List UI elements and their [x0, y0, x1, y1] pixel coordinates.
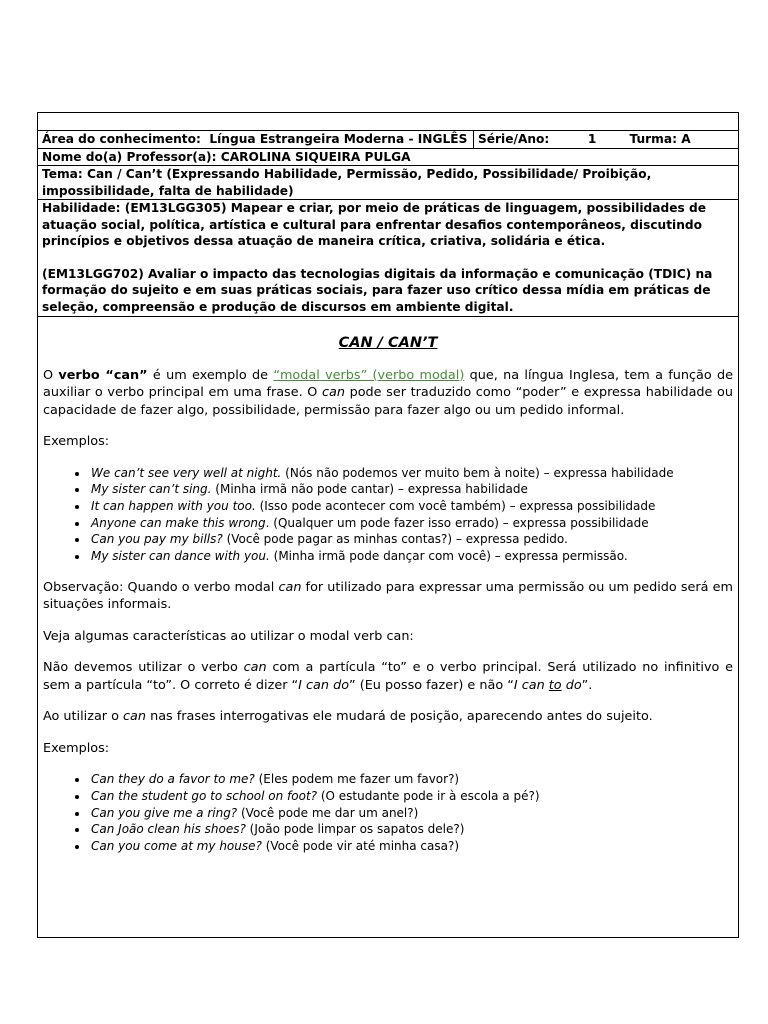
- example-translation: (Minha irmã não pode cantar) – expressa habilidade: [211, 482, 528, 497]
- example-item: [89, 465, 733, 482]
- example-item: [89, 515, 733, 532]
- example-english: Can you give me a ring?: [91, 805, 238, 820]
- lesson-title: CAN / CAN’T: [338, 335, 438, 351]
- example-item: [89, 771, 733, 788]
- tema-cell: [38, 166, 739, 200]
- example-item: [89, 498, 733, 515]
- habilidade-label: Habilidade:: [42, 201, 121, 215]
- area-value: Língua Estrangeira Moderna - INGLÊS: [209, 132, 468, 146]
- example-translation: (Minha irmã pode dançar com você) – expressa permissão.: [269, 549, 628, 564]
- examples-list-1: [43, 465, 733, 565]
- example-translation: (Você pode pagar as minhas contas?) – expressa pedido.: [222, 532, 568, 547]
- content-row: [38, 317, 739, 938]
- example-english: My sister can dance with you.: [91, 549, 270, 564]
- intro-verbo: verbo “can”: [58, 367, 148, 383]
- example-english: Can the student go to school on foot?: [91, 788, 318, 803]
- lesson-sheet-table: [37, 112, 739, 938]
- example-translation: (Eles podem me fazer um favor?): [254, 772, 460, 787]
- example-english: Can you come at my house?: [91, 839, 262, 854]
- example-english: Can João clean his shoes?: [91, 822, 246, 837]
- exemplos-label-2: Exemplos:: [43, 740, 110, 756]
- serie-label: Série/Ano:: [478, 132, 550, 146]
- ao-utilizar-paragraph: Ao utilizar o can nas frases interrogativas ele mudará de posição, aparecendo antes do sujeito.: [43, 709, 653, 725]
- tema-row: [38, 166, 739, 200]
- habilidade-row: [38, 200, 739, 317]
- example-item: [89, 805, 733, 822]
- turma-label: Turma: A: [629, 132, 691, 146]
- example-item: [89, 788, 733, 805]
- example-translation: (João pode limpar os sapatos dele?): [245, 822, 465, 837]
- intro-paragraph: O verbo “can” é um exemplo de “modal verbs” (verbo modal) que, na língua Inglesa, tem a função de auxiliar o verbo principal em uma frase. O can pode ser traduzido como “poder” e expressa habilidade ou capacidade de fazer algo, possibilidade, permissão para fazer algo ou um pedido informal.: [43, 367, 733, 418]
- professor-cell: [38, 148, 739, 166]
- serie-value: 1: [587, 132, 597, 146]
- area-row: [38, 131, 739, 149]
- example-translation: (Nós não podemos ver muito bem à noite) – expressa habilidade: [281, 465, 674, 480]
- professor-value: CAROLINA SIQUEIRA PULGA: [220, 149, 411, 164]
- tema-value: Can / Can’t (Expressando Habilidade, Permissão, Pedido, Possibilidade/ Proibição, impossibilidade, falta de habilidade): [42, 167, 652, 198]
- professor-label: Nome do(a) Professor(a):: [42, 149, 217, 164]
- example-translation: (Você pode vir até minha casa?): [261, 839, 460, 854]
- example-translation: (Você pode me dar um anel?): [237, 805, 419, 820]
- example-item: [89, 838, 733, 855]
- habilidade-1: [42, 200, 734, 250]
- observacao-paragraph: Observação: Quando o verbo modal can for utilizado para expressar uma permissão ou um pedido será em situações informais.: [43, 579, 733, 613]
- example-english: It can happen with you too.: [91, 498, 256, 513]
- example-english: Can you pay my bills?: [91, 532, 223, 547]
- area-cell: [38, 131, 474, 149]
- example-item: [89, 531, 733, 548]
- veja-paragraph: Veja algumas características ao utilizar o modal verb can:: [43, 628, 414, 644]
- example-english: My sister can’t sing.: [91, 482, 212, 497]
- area-label: Área do conhecimento:: [42, 132, 201, 146]
- tema-label: Tema:: [42, 167, 83, 181]
- habilidade-1-text: (EM13LGG305) Mapear e criar, por meio de práticas de linguagem, possibilidades de atuação social, política, artística e cultural para enfrentar desafios contemporâneos, discutindo princípios e objetivos dessa atuação de maneira crítica, criativa, solidária e ética.: [42, 201, 706, 248]
- example-translation: (Isso pode acontecer com você também) – expressa possibilidade: [255, 498, 656, 513]
- top-empty-row: [38, 113, 739, 131]
- professor-row: [38, 148, 739, 166]
- serie-cell: [474, 131, 626, 149]
- example-item: [89, 821, 733, 838]
- content-cell: [38, 317, 739, 938]
- example-english: Anyone can make this wrong: [91, 515, 266, 530]
- turma-cell: [626, 131, 739, 149]
- example-english: Can they do a favor to me?: [91, 772, 255, 787]
- example-item: [89, 481, 733, 498]
- example-item: [89, 548, 733, 565]
- modal-verbs-link[interactable]: “modal verbs” (verbo modal): [273, 367, 465, 383]
- exemplos-label-1: Exemplos:: [43, 434, 110, 449]
- example-translation: (O estudante pode ir à escola a pé?): [317, 788, 540, 803]
- examples-list-2: [43, 771, 733, 855]
- habilidade-2-text: (EM13LGG702) Avaliar o impacto das tecnologias digitais da informação e comunicação (TDIC) na formação do sujeito e em suas práticas sociais, para fazer uso crítico dessa mídia em práticas de seleção, compreensão e produção de discursos em ambiente digital.: [42, 266, 713, 314]
- example-english: We can’t see very well at night.: [91, 465, 282, 480]
- habilidade-cell: [38, 200, 739, 317]
- example-translation: . (Qualquer um pode fazer isso errado) – expressa possibilidade: [265, 515, 649, 530]
- nao-devemos-paragraph: Não devemos utilizar o verbo can com a partícula “to” e o verbo principal. Será utilizado no infinitivo e sem a partícula “to”. O correto é dizer “I can do” (Eu posso fazer) e não “I can to do”.: [43, 660, 733, 693]
